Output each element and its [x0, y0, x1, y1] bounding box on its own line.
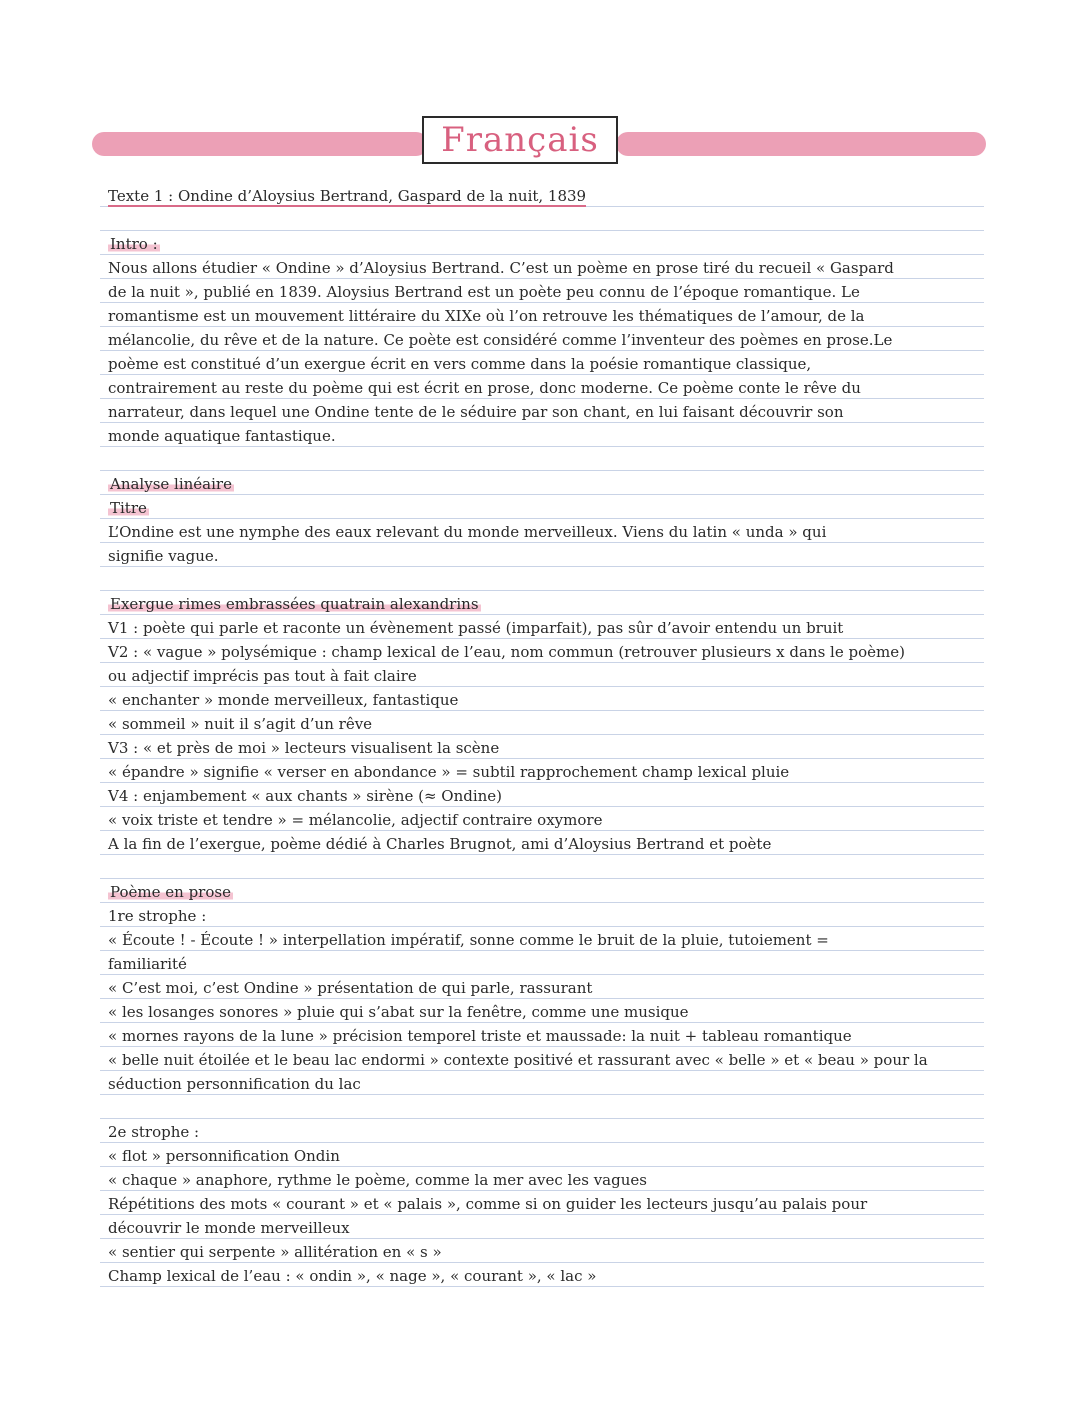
- strophe1-line: « C’est moi, c’est Ondine » présentation de qui parle, rassurant: [108, 979, 593, 997]
- intro-line: Nous allons étudier « Ondine » d’Aloysius Bertrand. C’est un poème en prose tiré du recueil « Gaspard: [108, 259, 894, 277]
- strophe1-line: « belle nuit étoilée et le beau lac endormi » contexte positivé et rassurant avec « belle » et « beau » pour la: [108, 1051, 928, 1069]
- exergue-line: « sommeil » nuit il s’agit d’un rêve: [108, 715, 373, 733]
- page-title-box: [422, 116, 618, 164]
- strophe2-line: découvrir le monde merveilleux: [108, 1219, 350, 1237]
- exergue-line: V3 : « et près de moi » lecteurs visualisent la scène: [108, 739, 500, 757]
- poeme-heading: Poème en prose: [110, 883, 231, 901]
- exergue-line: « voix triste et tendre » = mélancolie, adjectif contraire oxymore: [108, 811, 603, 829]
- strophe1-line: « les losanges sonores » pluie qui s’abat sur la fenêtre, comme une musique: [108, 1003, 689, 1021]
- intro-line: contrairement au reste du poème qui est écrit en prose, donc moderne. Ce poème conte le rêve du: [108, 379, 861, 397]
- strophe2-line: « flot » personnification Ondin: [108, 1147, 340, 1165]
- strophe1-line: « mornes rayons de la lune » précision temporel triste et maussade: la nuit + tableau romantique: [108, 1027, 852, 1045]
- header-bar-left: [92, 132, 428, 156]
- intro-line: romantisme est un mouvement littéraire du XIXe où l’on retrouve les thématiques de l’amour, de la: [108, 307, 865, 325]
- analyse-heading: Analyse linéaire: [110, 475, 232, 493]
- exergue-heading: Exergue rimes embrassées quatrain alexandrins: [110, 595, 479, 613]
- strophe2-line: Répétitions des mots « courant » et « palais », comme si on guider les lecteurs jusqu’au palais pour: [108, 1195, 868, 1213]
- intro-heading: Intro :: [110, 235, 158, 253]
- header-bar-right: [616, 132, 986, 156]
- titre-heading: Titre: [110, 499, 147, 517]
- document-title: Texte 1 : Ondine d’Aloysius Bertrand, Gaspard de la nuit, 1839: [108, 187, 587, 205]
- intro-line: mélancolie, du rêve et de la nature. Ce poète est considéré comme l’inventeur des poèmes en prose.Le: [108, 331, 893, 349]
- intro-line: monde aquatique fantastique.: [108, 427, 336, 445]
- page-title: Français: [441, 120, 599, 160]
- exergue-line: A la fin de l’exergue, poème dédié à Charles Brugnot, ami d’Aloysius Bertrand et poète: [108, 835, 772, 853]
- strophe2-line: Champ lexical de l’eau : « ondin », « nage », « courant », « lac »: [108, 1267, 597, 1285]
- exergue-line: « épandre » signifie « verser en abondance » = subtil rapprochement champ lexical pluie: [108, 763, 790, 781]
- exergue-line: « enchanter » monde merveilleux, fantastique: [108, 691, 459, 709]
- strophe1-line: « Écoute ! - Écoute ! » interpellation impératif, sonne comme le bruit de la pluie, tutoiement =: [108, 931, 829, 949]
- exergue-line: V4 : enjambement « aux chants » sirène (≈ Ondine): [108, 787, 503, 805]
- exergue-line: V1 : poète qui parle et raconte un évènement passé (imparfait), pas sûr d’avoir entendu un bruit: [108, 619, 844, 637]
- strophe1-line: séduction personnification du lac: [108, 1075, 361, 1093]
- strophe2-line: « sentier qui serpente » allitération en « s »: [108, 1243, 442, 1261]
- intro-line: de la nuit », publié en 1839. Aloysius Bertrand est un poète peu connu de l’époque romantique. Le: [108, 283, 860, 301]
- titre-line: L’Ondine est une nymphe des eaux relevant du monde merveilleux. Viens du latin « unda » qui: [108, 523, 827, 541]
- exergue-line: V2 : « vague » polysémique : champ lexical de l’eau, nom commun (retrouver plusieurs x dans le poème): [108, 643, 905, 661]
- strophe1-heading: 1re strophe :: [108, 907, 207, 925]
- exergue-line: ou adjectif imprécis pas tout à fait claire: [108, 667, 417, 685]
- strophe1-line: familiarité: [108, 955, 187, 973]
- strophe2-heading: 2e strophe :: [108, 1123, 200, 1141]
- intro-line: narrateur, dans lequel une Ondine tente de le séduire par son chant, en lui faisant découvrir son: [108, 403, 844, 421]
- titre-line: signifie vague.: [108, 547, 219, 565]
- strophe2-line: « chaque » anaphore, rythme le poème, comme la mer avec les vagues: [108, 1171, 647, 1189]
- intro-line: poème est constitué d’un exergue écrit en vers comme dans la poésie romantique classique,: [108, 355, 812, 373]
